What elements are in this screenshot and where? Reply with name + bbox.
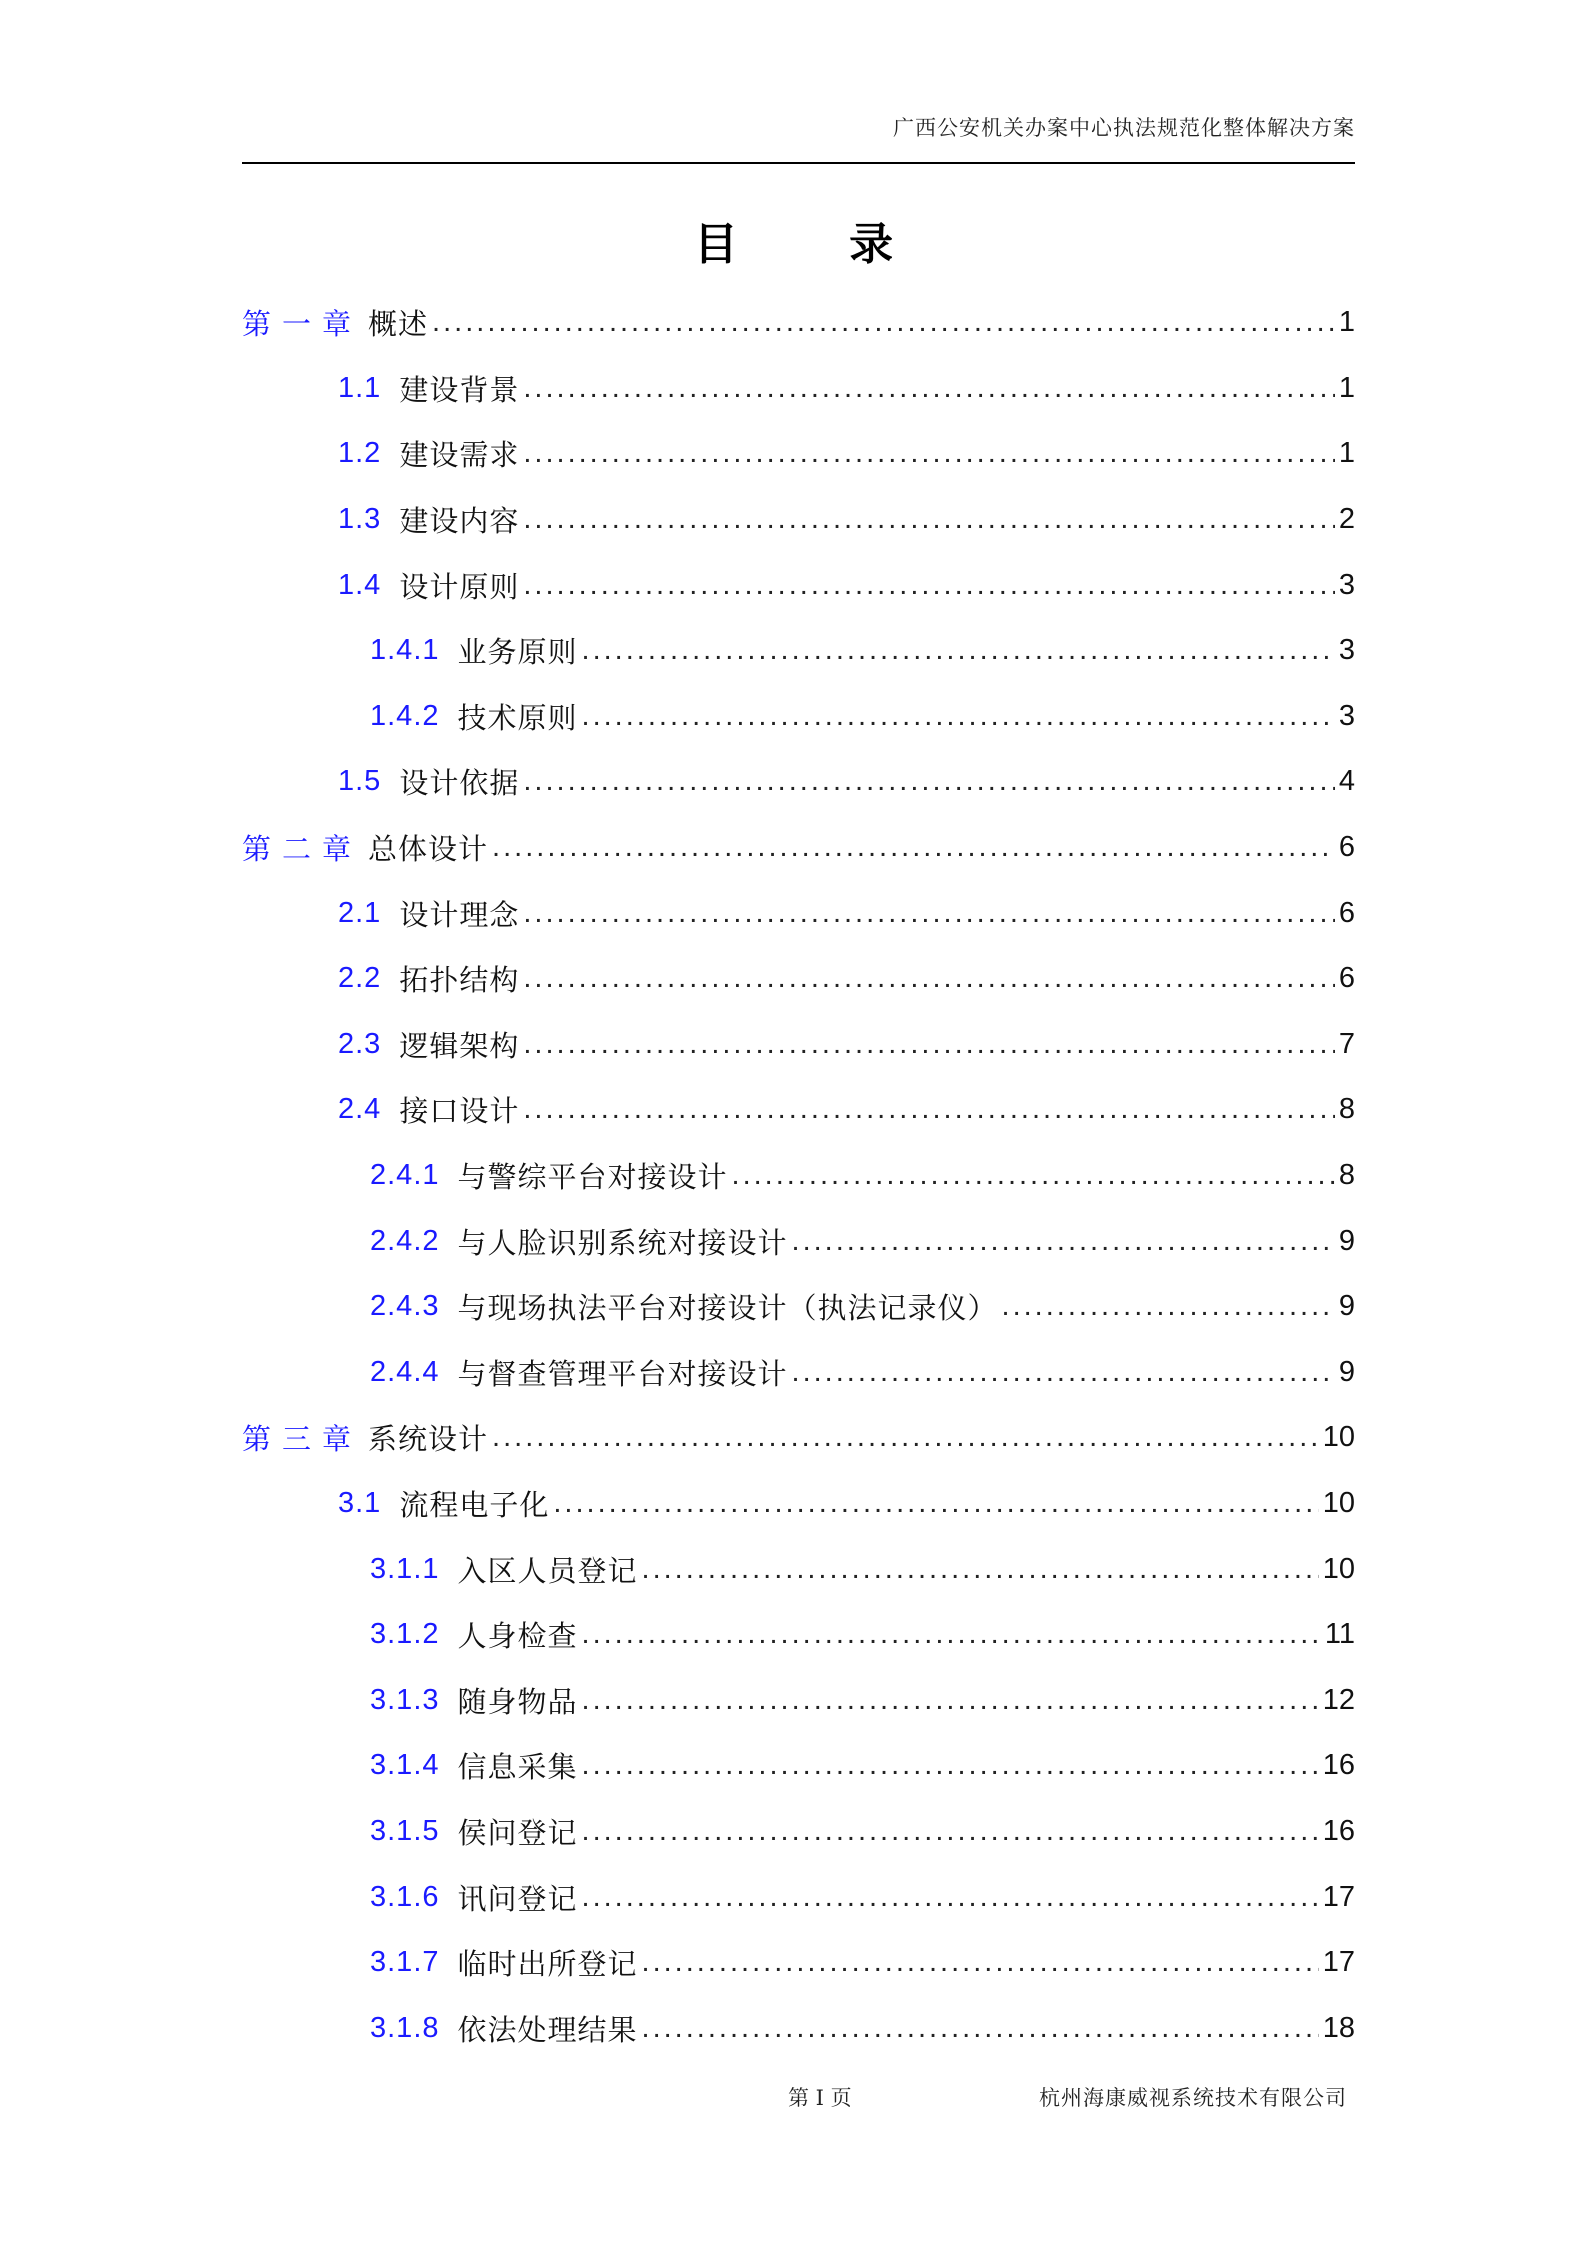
toc-dot-leader: [642, 1946, 1319, 1979]
toc-entry-title: 接口设计: [399, 1094, 520, 1129]
toc-dot-leader: [523, 372, 1335, 405]
toc-entry[interactable]: [242, 1405, 1355, 1471]
toc-entry-number: 3.1.2: [370, 1618, 440, 1651]
toc-entry-number: 3.1.7: [370, 1946, 440, 1979]
toc-entry-page: 9: [1338, 1290, 1355, 1323]
toc-entry-title: 设计依据: [399, 766, 520, 801]
toc-entry-page: 16: [1322, 1814, 1355, 1847]
toc-entry[interactable]: [242, 1340, 1355, 1406]
toc-entry[interactable]: [242, 618, 1355, 684]
toc-dot-leader: [523, 569, 1335, 602]
toc-dot-leader: [523, 897, 1335, 930]
toc-entry-title: 随身物品: [457, 1684, 578, 1719]
toc-entry-number: 第一章: [242, 309, 363, 342]
toc-dot-leader: [523, 503, 1335, 536]
toc-entry[interactable]: [242, 552, 1355, 618]
toc-dot-leader: [642, 2012, 1319, 2045]
toc-entry[interactable]: [242, 1536, 1355, 1602]
toc-entry-number: 2.2: [338, 962, 382, 995]
toc-entry-page: 10: [1322, 1552, 1355, 1585]
toc-dot-leader: [492, 1421, 1319, 1454]
toc-entry-page: 6: [1338, 962, 1355, 995]
toc-dot-leader: [582, 634, 1335, 667]
toc-dot-leader: [582, 700, 1335, 733]
running-header: 广西公安机关办案中心执法规范化整体解决方案: [893, 116, 1355, 140]
footer-page-number: 第 I 页: [788, 2086, 852, 2110]
toc-entry-number: 1.4.1: [370, 634, 440, 667]
toc-entry-number: 3.1.1: [370, 1552, 440, 1585]
toc-entry-number: 3.1.8: [370, 2011, 440, 2044]
toc-entry-number: 2.4.4: [370, 1355, 440, 1388]
toc-entry-number: 2.4: [338, 1093, 382, 1126]
toc-entry-title: 流程电子化: [399, 1487, 550, 1522]
toc-dot-leader: [582, 1618, 1321, 1651]
toc-entry[interactable]: [242, 290, 1355, 356]
toc-entry-title: 概述: [368, 307, 429, 342]
footer-company: 杭州海康威视系统技术有限公司: [1039, 2086, 1347, 2110]
toc-entry-page: 4: [1338, 765, 1355, 798]
toc-entry[interactable]: [242, 1667, 1355, 1733]
toc-dot-leader: [582, 1881, 1319, 1914]
toc-entry-title: 侯问登记: [457, 1815, 578, 1850]
toc-entry-page: 9: [1338, 1355, 1355, 1388]
toc-entry-number: 1.5: [338, 765, 382, 798]
page-title: 目 录: [693, 219, 942, 270]
toc-entry[interactable]: [242, 421, 1355, 487]
toc-entry[interactable]: [242, 1930, 1355, 1996]
toc-entry-title: 信息采集: [457, 1750, 578, 1785]
toc-entry-title: 依法处理结果: [457, 2012, 638, 2047]
toc-entry-title: 与人脸识别系统对接设计: [457, 1225, 788, 1260]
toc-entry-title: 建设需求: [399, 438, 520, 473]
toc-entry-page: 6: [1338, 896, 1355, 929]
toc-dot-leader: [732, 1159, 1335, 1192]
toc-entry-title: 建设背景: [399, 372, 520, 407]
toc-dot-leader: [642, 1553, 1319, 1586]
toc-dot-leader: [582, 1749, 1319, 1782]
toc-dot-leader: [432, 306, 1335, 339]
toc-entry-title: 总体设计: [368, 832, 489, 867]
toc-dot-leader: [523, 1028, 1335, 1061]
toc-entry-page: 2: [1338, 503, 1355, 536]
toc-entry[interactable]: [242, 684, 1355, 750]
toc-entry-title: 业务原则: [457, 635, 578, 670]
toc-entry[interactable]: [242, 1077, 1355, 1143]
toc-dot-leader: [523, 437, 1335, 470]
toc-entry-page: 1: [1338, 371, 1355, 404]
toc-entry-number: 第二章: [242, 834, 363, 867]
toc-entry[interactable]: [242, 1602, 1355, 1668]
toc-entry-number: 1.4: [338, 568, 382, 601]
toc-entry-title: 设计理念: [399, 897, 520, 932]
toc-entry-title: 入区人员登记: [457, 1553, 638, 1588]
toc-entry-page: 16: [1322, 1749, 1355, 1782]
toc-dot-leader: [492, 831, 1335, 864]
toc-entry-page: 1: [1338, 437, 1355, 470]
toc-entry[interactable]: [242, 1864, 1355, 1930]
toc-entry[interactable]: [242, 880, 1355, 946]
toc-dot-leader: [792, 1356, 1335, 1389]
toc-entry-number: 1.4.2: [370, 699, 440, 732]
toc-entry[interactable]: [242, 1143, 1355, 1209]
toc-entry-title: 逻辑架构: [399, 1028, 520, 1063]
toc-entry-number: 3.1.3: [370, 1683, 440, 1716]
toc-entry-page: 9: [1338, 1224, 1355, 1257]
toc-entry[interactable]: [242, 749, 1355, 815]
toc-entry-number: 3.1.6: [370, 1880, 440, 1913]
toc-entry-number: 3.1.5: [370, 1814, 440, 1847]
toc-entry[interactable]: [242, 1995, 1355, 2061]
toc-entry-page: 7: [1338, 1027, 1355, 1060]
toc-entry-number: 2.4.3: [370, 1290, 440, 1323]
toc-entry-number: 2.3: [338, 1027, 382, 1060]
toc-entry-page: 10: [1322, 1486, 1355, 1519]
toc-entry-title: 技术原则: [457, 700, 578, 735]
toc-entry[interactable]: [242, 1733, 1355, 1799]
toc-entry-number: 1.2: [338, 437, 382, 470]
toc-entry-page: 6: [1338, 831, 1355, 864]
toc-entry-title: 讯问登记: [457, 1881, 578, 1916]
toc-entry-page: 8: [1338, 1093, 1355, 1126]
toc-entry[interactable]: [242, 1274, 1355, 1340]
toc-entry[interactable]: [242, 1208, 1355, 1274]
toc-entry-number: 2.4.1: [370, 1159, 440, 1192]
toc-dot-leader: [582, 1684, 1319, 1717]
toc-entry[interactable]: [242, 815, 1355, 881]
toc-entry-page: 17: [1322, 1880, 1355, 1913]
toc-dot-leader: [792, 1225, 1335, 1258]
toc-entry[interactable]: [242, 1012, 1355, 1078]
toc-entry-title: 与警综平台对接设计: [457, 1160, 728, 1195]
toc-dot-leader: [553, 1487, 1318, 1520]
toc-dot-leader: [1002, 1290, 1335, 1323]
toc-dot-leader: [523, 765, 1335, 798]
toc-entry-number: 1.3: [338, 503, 382, 536]
toc-entry-title: 建设内容: [399, 504, 520, 539]
toc-entry-number: 3.1: [338, 1486, 382, 1519]
toc-dot-leader: [523, 1093, 1335, 1126]
header-divider: [242, 162, 1355, 164]
toc-entry-page: 18: [1322, 2011, 1355, 2044]
toc-entry-title: 与督查管理平台对接设计: [457, 1356, 788, 1391]
toc-entry-page: 10: [1322, 1421, 1355, 1454]
toc-dot-leader: [582, 1815, 1319, 1848]
toc-dot-leader: [523, 962, 1335, 995]
toc-entry-page: 8: [1338, 1159, 1355, 1192]
toc-entry-title: 拓扑结构: [399, 963, 520, 998]
table-of-contents: [242, 290, 1355, 2061]
toc-entry-page: 12: [1322, 1683, 1355, 1716]
toc-entry-number: 3.1.4: [370, 1749, 440, 1782]
toc-entry-title: 系统设计: [368, 1422, 489, 1457]
toc-entry-number: 第三章: [242, 1424, 363, 1457]
toc-entry-page: 1: [1338, 306, 1355, 339]
toc-entry[interactable]: [242, 487, 1355, 553]
toc-entry[interactable]: [242, 1471, 1355, 1537]
toc-entry[interactable]: [242, 946, 1355, 1012]
toc-entry[interactable]: [242, 1799, 1355, 1865]
toc-entry-page: 3: [1338, 634, 1355, 667]
toc-entry[interactable]: [242, 356, 1355, 422]
toc-entry-number: 1.1: [338, 371, 382, 404]
toc-entry-page: 3: [1338, 699, 1355, 732]
toc-entry-page: 3: [1338, 568, 1355, 601]
toc-entry-number: 2.4.2: [370, 1224, 440, 1257]
toc-entry-page: 11: [1324, 1618, 1355, 1651]
toc-entry-number: 2.1: [338, 896, 382, 929]
toc-entry-page: 17: [1322, 1946, 1355, 1979]
toc-entry-title: 设计原则: [399, 569, 520, 604]
toc-entry-title: 人身检查: [457, 1619, 578, 1654]
toc-entry-title: 临时出所登记: [457, 1947, 638, 1982]
toc-entry-title: 与现场执法平台对接设计（执法记录仪）: [457, 1291, 998, 1326]
